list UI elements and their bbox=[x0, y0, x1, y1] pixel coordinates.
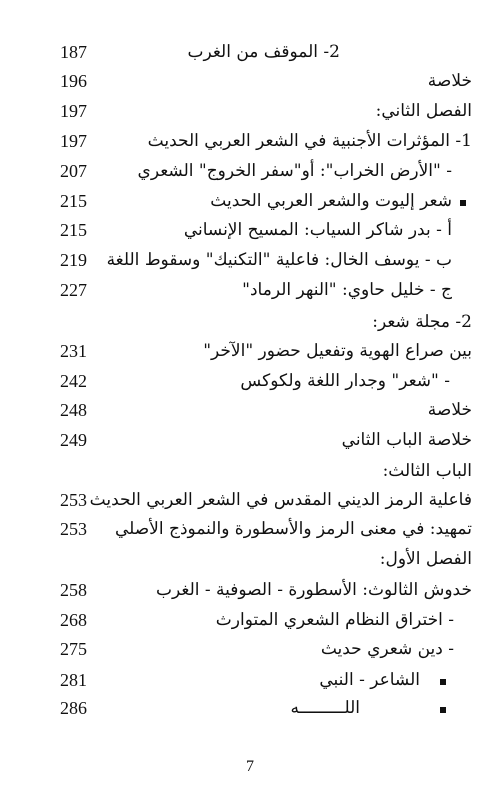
toc-page-number: 253 bbox=[60, 490, 87, 510]
toc-entry bbox=[0, 312, 500, 342]
toc-entry bbox=[0, 580, 500, 610]
toc-entry bbox=[0, 371, 500, 401]
toc-entry bbox=[0, 220, 500, 250]
toc-page-number: 197 bbox=[60, 131, 87, 151]
toc-page-number: 258 bbox=[60, 580, 87, 600]
toc-page-number: 275 bbox=[60, 639, 87, 659]
toc-entry bbox=[0, 280, 500, 310]
toc-entry bbox=[0, 400, 500, 430]
toc-page-number: 248 bbox=[60, 400, 87, 420]
toc-entry-title: خلاصة الباب الثاني bbox=[341, 430, 472, 450]
toc-entry bbox=[0, 549, 500, 579]
toc-entry-title: - اختراق النظام الشعري المتوارث bbox=[215, 610, 454, 630]
page-number: 7 bbox=[246, 758, 254, 775]
toc-page-number: 268 bbox=[60, 610, 87, 630]
bullet-icon bbox=[440, 679, 446, 685]
toc-entry-title: - "الأرض الخراب": أو"سفر الخروج" الشعري bbox=[137, 161, 452, 181]
toc-entry-title: الشاعر - النبي bbox=[319, 670, 420, 690]
toc-entry bbox=[0, 191, 500, 221]
toc-page-number: 219 bbox=[60, 250, 87, 270]
toc-entry-title: خلاصة bbox=[427, 400, 472, 420]
toc-entry-title: 2- الموقف من الغرب bbox=[187, 42, 340, 62]
toc-entry bbox=[0, 519, 500, 549]
toc-page-number: 227 bbox=[60, 280, 87, 300]
toc-entry bbox=[0, 670, 500, 700]
toc-entry-title: بين صراع الهوية وتفعيل حضور "الآخر" bbox=[203, 341, 472, 361]
toc-entry-title: 2- مجلة شعر: bbox=[372, 312, 472, 332]
toc-entry-title: تمهيد: في معنى الرمز والأسطورة والنموذج الأصلي bbox=[114, 519, 472, 539]
toc-entry-title: الفصل الأول: bbox=[379, 549, 472, 569]
toc-entry bbox=[0, 341, 500, 371]
toc-page-number: 253 bbox=[60, 519, 87, 539]
toc-entry bbox=[0, 461, 500, 491]
toc-entry-title: الفصل الثاني: bbox=[375, 101, 472, 121]
toc-entry-title: شعر إليوت والشعر العربي الحديث bbox=[210, 191, 452, 211]
toc-entry-title: أ - بدر شاكر السياب: المسيح الإنساني bbox=[183, 220, 452, 240]
toc-entry-title: - دين شعري حديث bbox=[320, 639, 454, 659]
bullet-icon bbox=[460, 200, 466, 206]
toc-page-number: 242 bbox=[60, 371, 87, 391]
toc-page-number: 286 bbox=[60, 698, 87, 718]
toc-entry bbox=[0, 490, 500, 520]
toc-entry bbox=[0, 610, 500, 640]
toc-page-number: 187 bbox=[60, 42, 87, 62]
toc-entry bbox=[0, 101, 500, 131]
toc-entry bbox=[0, 131, 500, 161]
toc-entry-title: - "شعر" وجدار اللغة ولكوكس bbox=[240, 371, 450, 391]
toc-entry bbox=[0, 698, 500, 728]
toc-entry-title: ج - خليل حاوي: "النهر الرماد" bbox=[242, 280, 452, 300]
toc-entry-title: 1- المؤثرات الأجنبية في الشعر العربي الحديث bbox=[147, 131, 472, 151]
toc-entry bbox=[0, 42, 500, 72]
toc-entry-title: الباب الثالث: bbox=[382, 461, 472, 481]
toc-entry bbox=[0, 250, 500, 280]
toc-entry-title: اللـــــــــه bbox=[290, 698, 360, 718]
toc-page-number: 231 bbox=[60, 341, 87, 361]
bullet-icon bbox=[440, 707, 446, 713]
toc-page-number: 249 bbox=[60, 430, 87, 450]
toc-page-number: 196 bbox=[60, 71, 87, 91]
toc-entry-title: خدوش الثالوث: الأسطورة - الصوفية - الغرب bbox=[155, 580, 472, 600]
toc-entry-title: ب - يوسف الخال: فاعلية "التكنيك" وسقوط اللغة bbox=[106, 250, 452, 270]
toc-entry-title: فاعلية الرمز الديني المقدس في الشعر العربي الحديث bbox=[89, 490, 472, 510]
toc-page-number: 215 bbox=[60, 191, 87, 211]
toc-page-number: 207 bbox=[60, 161, 87, 181]
toc-page-number: 215 bbox=[60, 220, 87, 240]
toc-page-number: 281 bbox=[60, 670, 87, 690]
toc-entry-title: خلاصة bbox=[427, 71, 472, 91]
toc-entry bbox=[0, 639, 500, 669]
toc-entry bbox=[0, 161, 500, 191]
toc-entry bbox=[0, 430, 500, 460]
toc-page-number: 197 bbox=[60, 101, 87, 121]
toc-entry bbox=[0, 71, 500, 101]
